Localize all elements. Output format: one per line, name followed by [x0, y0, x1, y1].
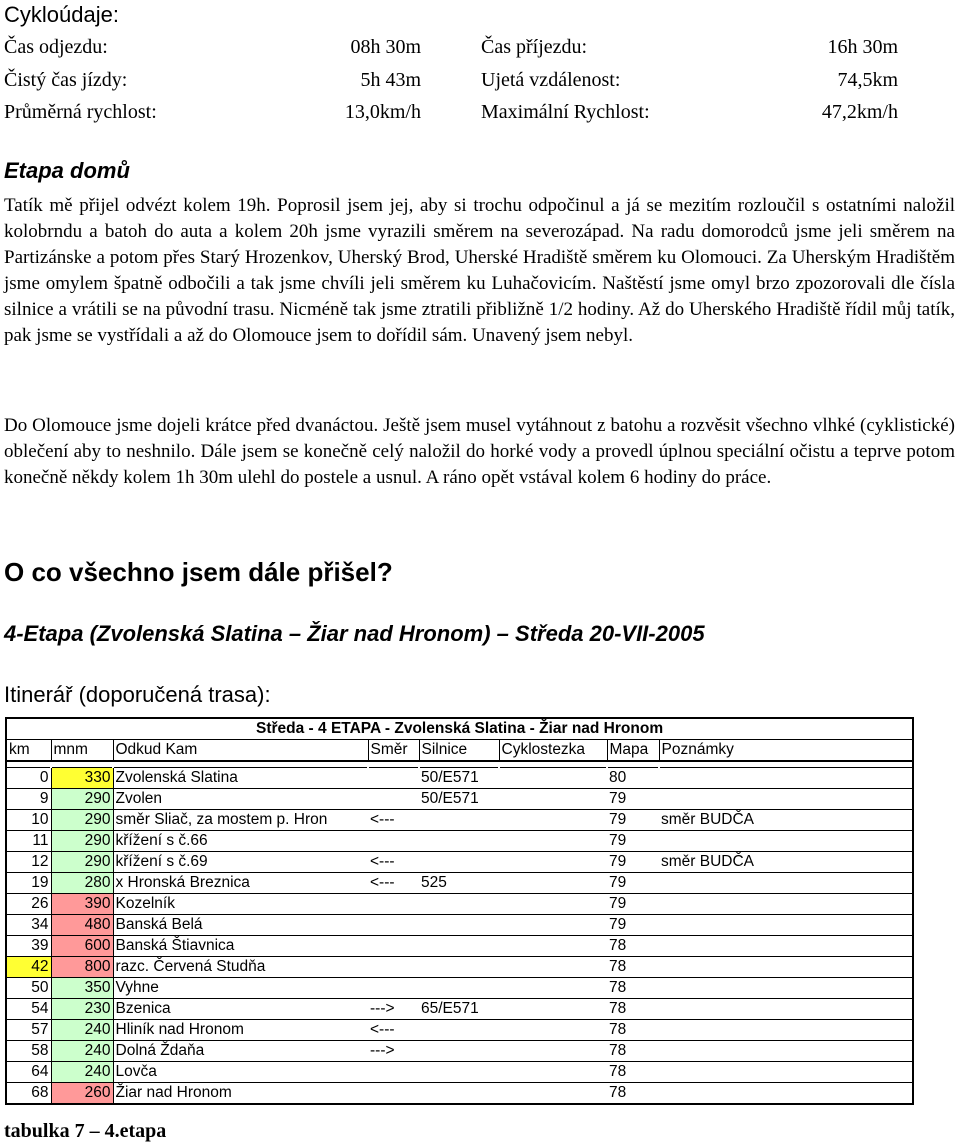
table-cell-cycle [499, 810, 607, 831]
table-cell-place: Banská Belá [113, 915, 368, 936]
table-cell-dir: <--- [368, 1020, 419, 1041]
table-cell-mnm: 230 [51, 999, 113, 1020]
table-cell-note [659, 957, 913, 978]
table-cell-dir [368, 789, 419, 810]
table-row [6, 768, 913, 789]
table-cell-mnm: 240 [51, 1041, 113, 1062]
stats-title: Cykloúdaje: [4, 2, 119, 27]
table-cell-map: 79 [607, 852, 659, 873]
column-header: Odkud Kam [113, 740, 368, 762]
stat-value: 13,0km/h [344, 101, 421, 123]
table-cell-map: 79 [607, 894, 659, 915]
paragraph: Tatík mě přijel odvézt kolem 19h. Poprosil jsem jej, aby si trochu odpočinul a já se mezitím rozloučil s ostatními naložil kolobrndu a batoh do auta a kolem 20h jsme vyrazili směrem na severozápad. Na radu domorodců jsme jeli směrem na Partizánske a potom přes Starý Hrozenkov, Uherský Brod, Uherské Hradiště směrem ku Olomouci. Za Uherským Hradištěm jsme omylem špatně odbočili a tak jsme chvíli jeli směrem ku Luhačovicím. Naštěstí jsme omyl brzo zpozorovali dle čísla silnice a vrátili se na původní trasu. Nicméně tak jsme ztratili přibližně 1/2 hodiny. Až do Uherského Hradiště řídil můj tatík, pak jsme se vystřídali a až do Olomouce jsem to dořídil sám. Unavený jsem nebyl. [4, 195, 955, 346]
column-header: Mapa [607, 740, 659, 762]
table-cell-note [659, 789, 913, 810]
table-cell-km: 9 [6, 789, 51, 810]
table-cell-km: 10 [6, 810, 51, 831]
table-cell-mnm: 290 [51, 852, 113, 873]
table-cell-km: 64 [6, 1062, 51, 1083]
table-caption: tabulka 7 – 4.etapa [4, 1120, 167, 1142]
table-cell-km: 11 [6, 831, 51, 852]
table-cell-note [659, 1062, 913, 1083]
section-heading: Etapa domů [4, 158, 130, 183]
itinerary-label: Itinerář (doporučená trasa): [4, 682, 271, 707]
table-cell-map: 78 [607, 957, 659, 978]
table-cell-km: 54 [6, 999, 51, 1020]
table-cell-mnm: 290 [51, 810, 113, 831]
table-cell-km: 57 [6, 1020, 51, 1041]
table-cell-note [659, 915, 913, 936]
table-cell-place: směr Sliač, za mostem p. Hron [113, 810, 368, 831]
table-cell-km: 26 [6, 894, 51, 915]
column-header: Směr [368, 740, 419, 762]
table-cell-dir: ---> [368, 1041, 419, 1062]
table-cell-road: 50/E571 [419, 768, 499, 789]
table-cell-cycle [499, 936, 607, 957]
table-row [6, 936, 913, 957]
table-cell-dir [368, 1062, 419, 1083]
table-row [6, 1062, 913, 1083]
table-cell-mnm: 240 [51, 1020, 113, 1041]
table-cell-map: 80 [607, 768, 659, 789]
table-cell-road [419, 915, 499, 936]
table-cell-mnm: 800 [51, 957, 113, 978]
table-cell-dir [368, 957, 419, 978]
table-cell-cycle [499, 1083, 607, 1105]
table-cell-note [659, 768, 913, 789]
table-row [6, 978, 913, 999]
table-cell-place: Vyhne [113, 978, 368, 999]
table-row [6, 831, 913, 852]
table-cell-map: 78 [607, 999, 659, 1020]
stat-label: Čistý čas jízdy: [4, 69, 128, 91]
table-cell-cycle [499, 852, 607, 873]
table-cell-road [419, 957, 499, 978]
table-cell-mnm: 290 [51, 831, 113, 852]
table-cell-dir: <--- [368, 810, 419, 831]
table-row [6, 1083, 913, 1105]
table-header-row [6, 740, 913, 762]
stat-value: 5h 43m [360, 69, 421, 91]
table-cell-mnm: 240 [51, 1062, 113, 1083]
table-cell-cycle [499, 999, 607, 1020]
table-cell-cycle [499, 873, 607, 894]
table-cell-mnm: 480 [51, 915, 113, 936]
table-cell-map: 78 [607, 1020, 659, 1041]
column-header: mnm [51, 740, 113, 762]
table-row [6, 1041, 913, 1062]
table-cell-road [419, 852, 499, 873]
route-table [5, 717, 914, 1105]
table-cell-cycle [499, 894, 607, 915]
table-row [6, 894, 913, 915]
stat-label: Čas příjezdu: [481, 36, 588, 58]
table-cell-note [659, 999, 913, 1020]
table-cell-map: 79 [607, 831, 659, 852]
table-cell-cycle [499, 1041, 607, 1062]
table-cell-cycle [499, 978, 607, 999]
stat-value: 47,2km/h [821, 101, 898, 123]
table-cell-place: Žiar nad Hronom [113, 1083, 368, 1105]
table-cell-road [419, 1062, 499, 1083]
table-row [6, 873, 913, 894]
table-cell-dir [368, 936, 419, 957]
table-cell-road [419, 978, 499, 999]
table-cell-dir [368, 915, 419, 936]
column-header: km [6, 740, 51, 762]
table-cell-km: 58 [6, 1041, 51, 1062]
column-header: Silnice [419, 740, 499, 762]
table-cell-road [419, 894, 499, 915]
table-cell-km: 50 [6, 978, 51, 999]
table-cell-cycle [499, 789, 607, 810]
table-cell-place: Hliník nad Hronom [113, 1020, 368, 1041]
table-cell-dir: <--- [368, 873, 419, 894]
table-cell-map: 78 [607, 978, 659, 999]
stat-value: 16h 30m [827, 36, 898, 58]
table-row [6, 789, 913, 810]
table-cell-note [659, 978, 913, 999]
table-cell-map: 79 [607, 873, 659, 894]
stat-value: 08h 30m [350, 36, 421, 58]
table-cell-road: 65/E571 [419, 999, 499, 1020]
column-header: Poznámky [659, 740, 913, 762]
table-cell-place: Dolná Ždaňa [113, 1041, 368, 1062]
column-header: Cyklostezka [499, 740, 607, 762]
table-cell-cycle [499, 915, 607, 936]
table-cell-mnm: 280 [51, 873, 113, 894]
table-row [6, 810, 913, 831]
table-cell-km: 42 [6, 957, 51, 978]
table-cell-note [659, 831, 913, 852]
stats-row [4, 101, 904, 127]
table-cell-road [419, 831, 499, 852]
table-cell-map: 78 [607, 936, 659, 957]
table-cell-km: 39 [6, 936, 51, 957]
table-cell-dir [368, 894, 419, 915]
table-cell-km: 34 [6, 915, 51, 936]
table-cell-road [419, 1083, 499, 1105]
table-cell-note [659, 1083, 913, 1105]
table-cell-km: 12 [6, 852, 51, 873]
table-cell-dir [368, 1083, 419, 1105]
table-cell-cycle [499, 768, 607, 789]
stat-label: Maximální Rychlost: [481, 101, 650, 123]
table-cell-note [659, 1041, 913, 1062]
table-cell-mnm: 350 [51, 978, 113, 999]
paragraph: Do Olomouce jsme dojeli krátce před dvanáctou. Ještě jsem musel vytáhnout z batohu a rozvěsit všechno vlhké (cyklistické) oblečení aby to neshnilo. Dále jsem se konečně celý naložil do horké vody a provedl úplnou speciální očistu a teprve potom konečně někdy kolem 1h 30m ulehl do postele a usnul. A ráno opět vstával kolem 6 hodiny do práce. [4, 415, 955, 488]
table-cell-dir [368, 831, 419, 852]
table-cell-place: Banská Štiavnica [113, 936, 368, 957]
table-cell-mnm: 600 [51, 936, 113, 957]
table-cell-note: směr BUDČA [659, 810, 913, 831]
table-row [6, 1020, 913, 1041]
stat-value: 74,5km [837, 69, 898, 91]
table-cell-dir: ---> [368, 999, 419, 1020]
table-cell-map: 79 [607, 789, 659, 810]
table-cell-place: x Hronská Breznica [113, 873, 368, 894]
table-cell-road [419, 810, 499, 831]
table-cell-place: Kozelník [113, 894, 368, 915]
table-cell-note [659, 894, 913, 915]
table-cell-map: 79 [607, 810, 659, 831]
table-cell-mnm: 390 [51, 894, 113, 915]
table-cell-cycle [499, 831, 607, 852]
table-cell-note [659, 873, 913, 894]
table-cell-road [419, 936, 499, 957]
table-cell-road [419, 1020, 499, 1041]
table-cell-cycle [499, 1020, 607, 1041]
table-cell-mnm: 330 [51, 768, 113, 789]
table-cell-place: Bzenica [113, 999, 368, 1020]
table-cell-road: 525 [419, 873, 499, 894]
table-cell-place: Lovča [113, 1062, 368, 1083]
table-cell-note [659, 1020, 913, 1041]
table-cell-place: Zvolenská Slatina [113, 768, 368, 789]
table-cell-km: 0 [6, 768, 51, 789]
table-cell-road [419, 1041, 499, 1062]
stat-label: Čas odjezdu: [4, 36, 108, 58]
stats-row [4, 36, 904, 62]
stats-row [4, 69, 904, 95]
table-row [6, 852, 913, 873]
table-cell-place: Zvolen [113, 789, 368, 810]
table-cell-dir [368, 978, 419, 999]
table-cell-place: křížení s č.66 [113, 831, 368, 852]
table-cell-map: 79 [607, 915, 659, 936]
question-heading: O co všechno jsem dále přišel? [4, 557, 393, 587]
table-cell-map: 78 [607, 1062, 659, 1083]
table-cell-note [659, 936, 913, 957]
stat-label: Ujetá vzdálenost: [481, 69, 621, 91]
table-cell-dir: <--- [368, 852, 419, 873]
table-cell-mnm: 290 [51, 789, 113, 810]
table-cell-road: 50/E571 [419, 789, 499, 810]
table-cell-cycle [499, 957, 607, 978]
table-cell-cycle [499, 1062, 607, 1083]
table-row [6, 915, 913, 936]
table-title: Středa - 4 ETAPA - Zvolenská Slatina - Žiar nad Hronom [6, 718, 913, 740]
table-cell-note: směr BUDČA [659, 852, 913, 873]
table-cell-map: 78 [607, 1041, 659, 1062]
table-cell-km: 68 [6, 1083, 51, 1105]
stage-heading: 4-Etapa (Zvolenská Slatina – Žiar nad Hronom) – Středa 20-VII-2005 [4, 621, 705, 646]
table-cell-km: 19 [6, 873, 51, 894]
table-row [6, 957, 913, 978]
table-cell-dir [368, 768, 419, 789]
table-cell-place: křížení s č.69 [113, 852, 368, 873]
table-cell-map: 78 [607, 1083, 659, 1105]
table-cell-place: razc. Červená Studňa [113, 957, 368, 978]
table-cell-mnm: 260 [51, 1083, 113, 1105]
stat-label: Průměrná rychlost: [4, 101, 157, 123]
table-row [6, 999, 913, 1020]
